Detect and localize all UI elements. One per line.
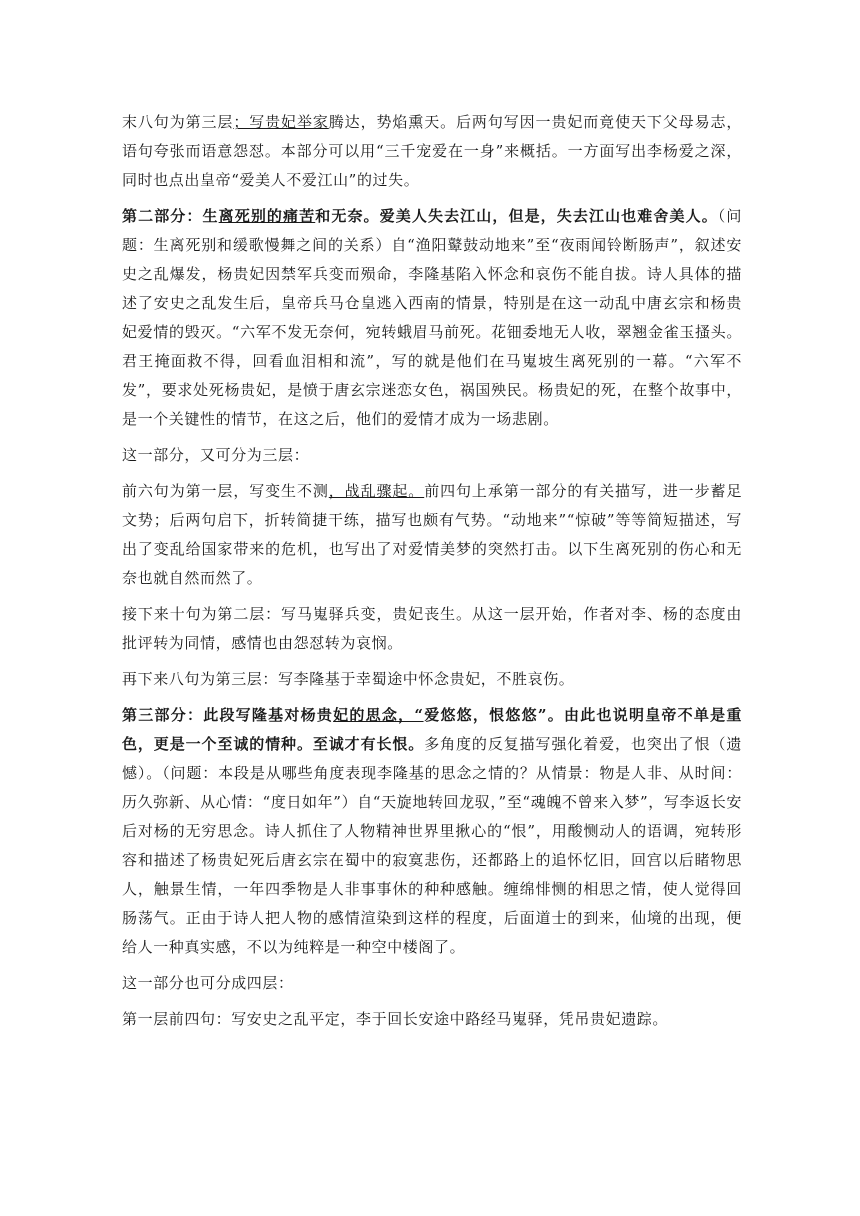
paragraph-part3-layer1: 第一层前四句：写安史之乱平定，李于回长安途中路经马嵬驿，凭吊贵妃遗踪。 xyxy=(122,1010,669,1028)
text-segment: 前六句为第一层，写变生不测 xyxy=(122,482,329,500)
paragraph-part2-layer1 xyxy=(122,477,742,593)
paragraph-part2-layer2: 接下来十句为第二层：写马嵬驿兵变，贵妃丧生。从这一层开始，作者对李、杨的态度由批评转为同情，感情也由怨怼转为哀悯。 xyxy=(122,605,742,652)
paragraph-part2-intro: 这一部分，又可分为三层： xyxy=(122,446,310,464)
text-segment: 腾达，势焰熏天。后两句写因一贵妃而竟使天下父母易志，语句夸张而语意怨怼。本部分可以用“三千宠爱在一身”来概括。一方面写出李杨爱之深，同时也点出皇帝“爱美人不爱江山”的过失。 xyxy=(122,113,743,189)
paragraph-part3-intro: 这一部分也可分成四层： xyxy=(122,974,294,992)
text-segment: （问题：生离死别和缓歌慢舞之间的关系）自“渔阳鼙鼓动地来”至“夜雨闻铃断肠声”，叙述安史之乱爆发，杨贵妃因禁军兵变而殒命，李隆基陷入怀念和哀伤不能自拔。诗人具体的描述了安史之乱发生后，皇帝兵马仓皇逃入西南的情景，特别是在这一动乱中唐玄宗和杨贵妃爱情的毁灭。“六军不发无奈何，宛转蛾眉马前死。花钿委地无人收，翠翘金雀玉搔头。君王掩面救不得，回看血泪相和流”，写的就是他们在马嵬坡生离死别的一幕。“六军不发”，要求处死杨贵妃，是愤于唐玄宗迷恋女色，祸国殃民。杨贵妃的死，在整个故事中，是一个关键性的情节，在这之后，他们的爱情才成为一场悲剧。 xyxy=(122,207,742,428)
document-page xyxy=(122,108,742,1041)
text-segment: 前四句上承第一部分的有关描写，进一步蓄足文势；后两句启下，折转简捷干练，描写也颇有气势。“动地来”“惊破”等等简短描述，写出了变乱给国家带来的危机，也写出了对爱情美梦的突然打击。以下生离死别的伤心和无奈也就自然而然了。 xyxy=(122,482,742,587)
text-segment: 多角度的反复描写强化着爱，也突出了恨（遗憾）。（问题：本段是从哪些角度表现李隆基的思念之情的？从情景：物是人非、从时间：历久弥新、从心情：“度日如年”）自“天旋地转回龙驭，”至“魂魄不曾来入梦”，写李返长安后对杨的无穷思念。诗人抓住了人物精神世界里揪心的“恨”，用酸恻动人的语调，宛转形容和描述了杨贵妃死后唐玄宗在蜀中的寂寞悲伤，还都路上的追怀忆旧，回宫以后睹物思人，触景生情，一年四季物是人非事事休的种种感触。缠绵悱恻的相思之情，使人觉得回肠荡气。正由于诗人把人物的感情渲染到这样的程度，后面道士的到来，仙境的出现，便给人一种真实感，不以为纯粹是一种空中楼阁了。 xyxy=(122,735,742,956)
underlined-text: ，战乱骤起。 xyxy=(328,482,425,500)
paragraph-part2-layer3: 再下来八句为第三层：写李隆基于幸蜀途中怀念贵妃，不胜哀伤。 xyxy=(122,670,575,688)
underlined-text: ；写贵妃举家 xyxy=(233,113,329,131)
paragraph-part1-layer3 xyxy=(122,108,742,195)
text-segment: 末八句为第三层 xyxy=(122,113,234,131)
paragraph-part3 xyxy=(122,701,742,962)
underlined-heading-text: 妃的思念，“ xyxy=(333,706,424,724)
section-heading: 第三部分：此段写隆基对杨贵 xyxy=(122,706,334,724)
underlined-heading-text: 离死别的痛苦 xyxy=(218,207,316,225)
section-heading: 第二部分：生 xyxy=(122,207,219,225)
paragraph-part2 xyxy=(122,202,742,434)
section-heading-cont: 和无奈。爱美人失去江山，但是，失去江山也难舍美人。 xyxy=(315,207,718,225)
section-heading-cont: 爱悠悠，恨悠悠”。由此也说明皇帝不单是重色，更是一个至诚的情种。至诚才有长恨。 xyxy=(122,706,742,753)
